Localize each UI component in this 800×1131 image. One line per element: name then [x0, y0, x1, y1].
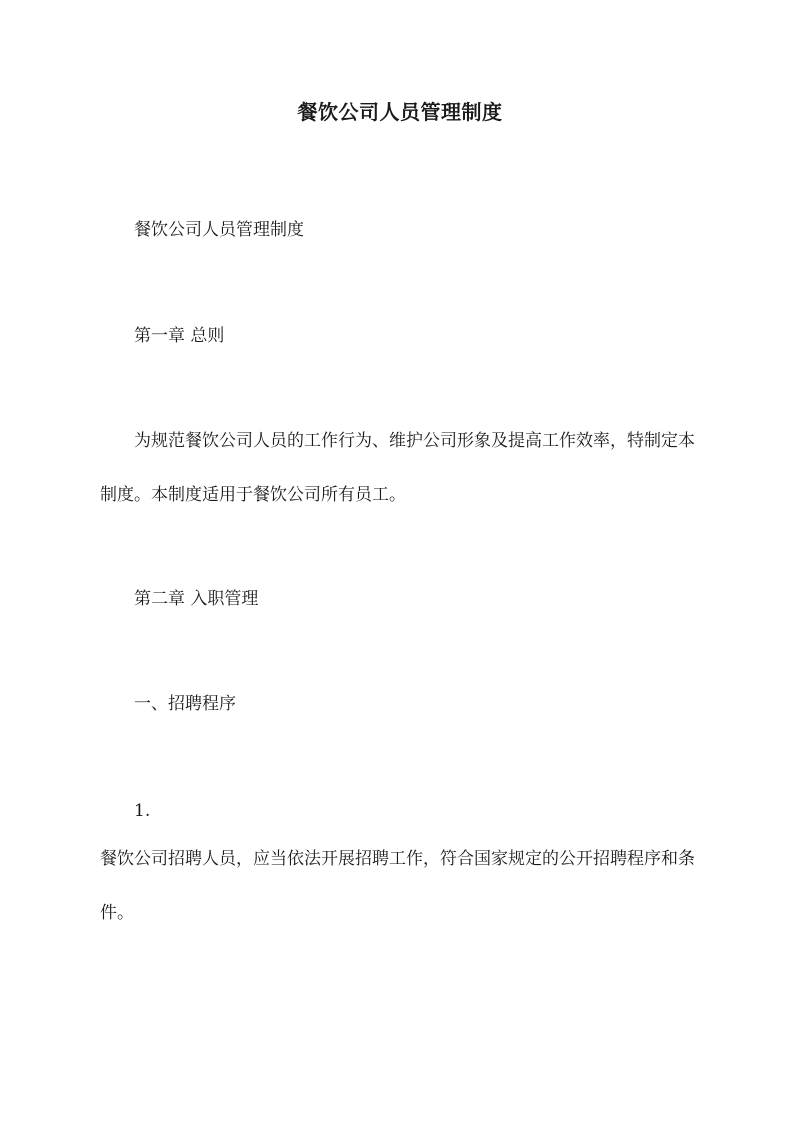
section-1-heading: 一、招聘程序: [134, 694, 236, 714]
chapter-1-paragraph: 为规范餐饮公司人员的工作行为、维护公司形象及提高工作效率，特制定本制度。本制度适用于餐饮公司所有员工。: [100, 431, 695, 505]
document-subtitle: 餐饮公司人员管理制度: [134, 220, 304, 240]
chapter-1-heading: 第一章 总则: [134, 326, 225, 346]
document-title: 餐饮公司人员管理制度: [297, 100, 503, 124]
item-1-number: 1.: [134, 801, 151, 821]
item-1-text: 餐饮公司招聘人员，应当依法开展招聘工作，符合国家规定的公开招聘程序和条件。: [100, 849, 695, 923]
chapter-2-heading: 第二章 入职管理: [134, 589, 259, 609]
